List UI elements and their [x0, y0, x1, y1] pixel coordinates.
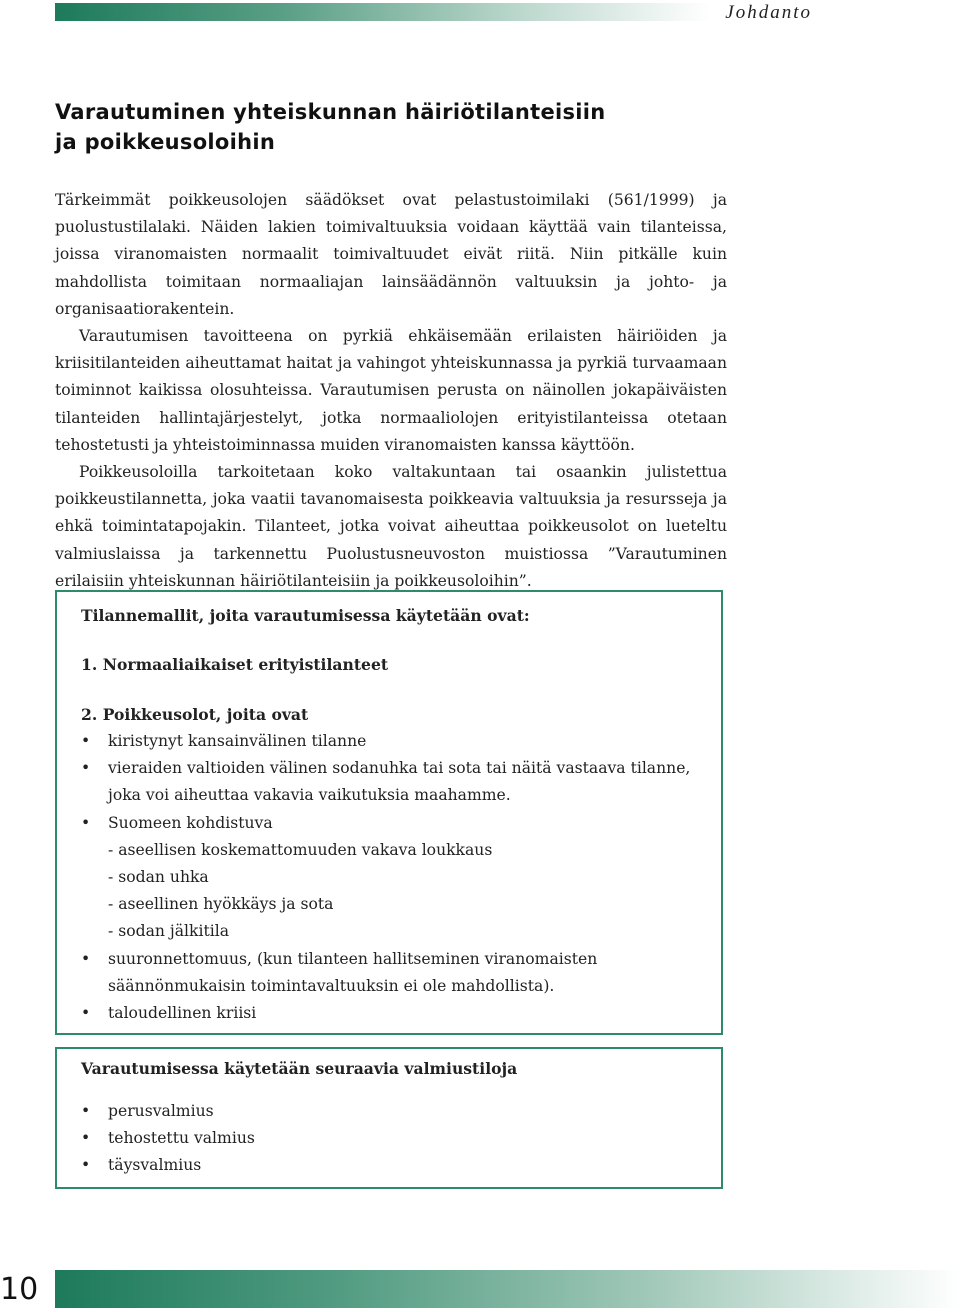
list-item: • perusvalmius — [81, 1102, 214, 1120]
sub-list-item: - aseellinen hyökkäys ja sota — [108, 895, 334, 914]
paragraph-3: Poikkeusoloilla tarkoitetaan koko valtakuntaan tai osaankin julistettua poikkeustilannetta, joka vaatii tavanomaisesta poikkeavia valtuuksia ja resursseja ja ehkä toimintatapojakin. Tilanteet, jotka voivat aiheuttaa poikkeusolot on lueteltu valmiuslaissa ja tarkennettu Puolustusneuvoston muistiossa ”Varautuminen erilaisiin yhteiskunnan häiriötilanteisiin ja poikkeusoloihin”. — [55, 463, 727, 590]
readiness-levels-box — [55, 1047, 723, 1189]
sub-list-item: - sodan jälkitila — [108, 922, 229, 941]
page-number: 10 — [0, 1272, 39, 1307]
list-item: • tehostettu valmius — [81, 1129, 255, 1148]
heading-line-1: Varautuminen yhteiskunnan häiriötilanteisiin — [55, 100, 606, 124]
sub-list-item: - sodan uhka — [108, 868, 209, 887]
list-item: • Suomeen kohdistuva — [81, 813, 273, 832]
numbered-item-2: 2. Poikkeusolot, joita ovat — [81, 705, 309, 724]
exceptional-conditions-list — [81, 728, 691, 1027]
page-heading — [55, 97, 735, 157]
header-band — [55, 3, 710, 21]
list-item: • taloudellinen kriisi — [81, 1004, 257, 1023]
paragraph-2: Varautumisen tavoitteena on pyrkiä ehkäisemään erilaisten häiriöiden ja kriisitilanteiden aiheuttamat haitat ja vahingot yhteiskunnassa ja pyrkiä turvaamaan toiminnot kaikissa olosuhteissa. Varautumisen perusta on näinollen jokapäiväisten tilanteiden hallintajärjestelyt, jotka normaaliolojen erityistilanteissa otetaan tehostetusti ja yhteistoiminnassa muiden viranomaisten kanssa käyttöön. — [55, 327, 727, 454]
heading-line-2: ja poikkeusoloihin — [55, 130, 276, 154]
body-text — [55, 187, 727, 595]
section-title: Johdanto — [725, 2, 812, 23]
footer-band — [55, 1270, 960, 1308]
readiness-list — [81, 1098, 691, 1180]
paragraph-1: Tärkeimmät poikkeusolojen säädökset ovat pelastustoimilaki (561/1999) ja puolustustilalaki. Näiden lakien toimivaltuuksia voidaan käyttää vain tilanteissa, joissa viranomaisten normaalit toimivaltuudet eivät riitä. Niin pitkälle kuin mahdollista toimitaan normaaliajan lainsäädännön valtuuksin ja johto- ja organisaatiorakentein. — [55, 191, 727, 318]
situation-models-box — [55, 590, 723, 1035]
list-item: • täysvalmius — [81, 1156, 202, 1175]
list-item: • kiristynyt kansainvälinen tilanne — [81, 732, 367, 750]
box-title: Varautumisessa käytetään seuraavia valmiustiloja — [81, 1059, 518, 1078]
box-title: Tilannemallit, joita varautumisessa käytetään ovat: — [81, 606, 530, 625]
sub-list-item: - aseellisen koskemattomuuden vakava loukkaus — [108, 840, 493, 859]
list-item: • suuronnettomuus, (kun tilanteen hallitseminen viranomaisten säännönmukaisin toimintavaltuuksin ei ole mahdollista). — [81, 949, 598, 995]
list-item: • vieraiden valtioiden välinen sodanuhka tai sota tai näitä vastaava tilanne, joka voi aiheuttaa vakavia vaikutuksia maahamme. — [81, 759, 691, 805]
numbered-item-1: 1. Normaaliaikaiset erityistilanteet — [81, 655, 389, 674]
